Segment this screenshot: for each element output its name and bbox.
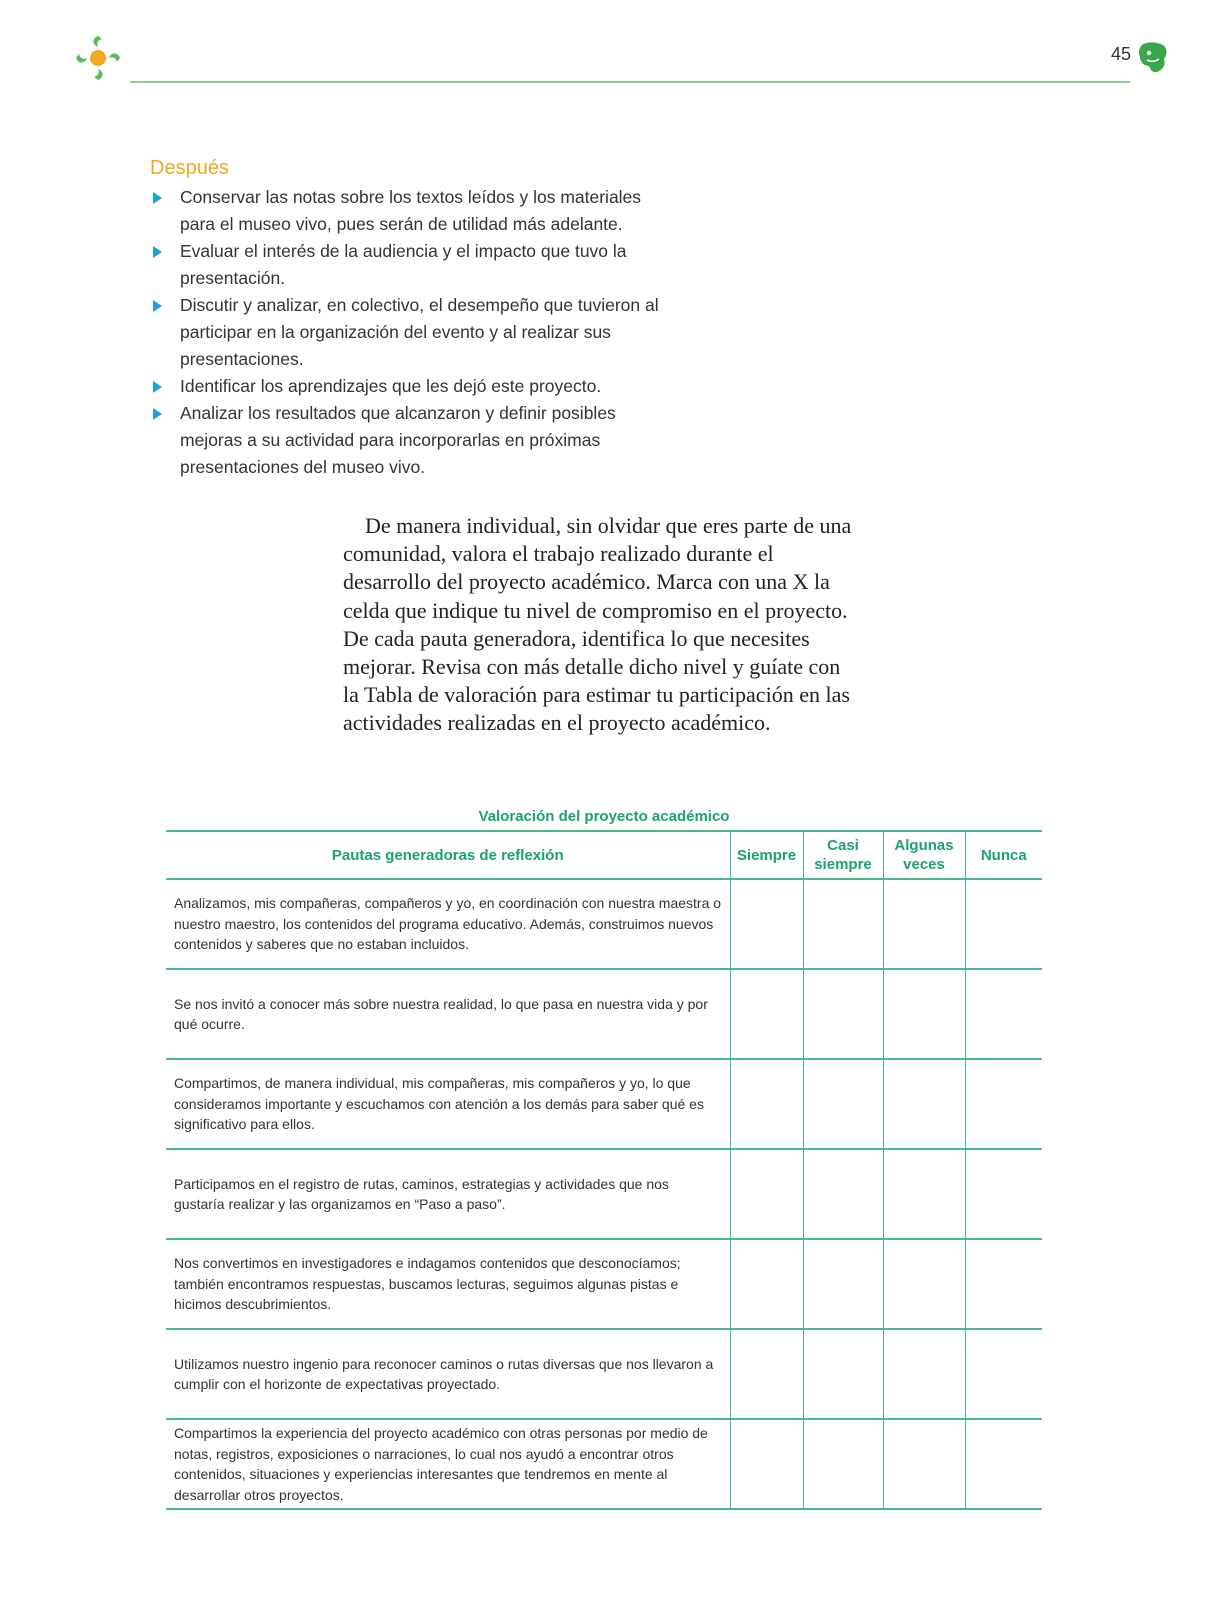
valoracion-table [166, 830, 1042, 1510]
cell-nunca[interactable] [965, 1149, 1042, 1239]
list-item: Evaluar el interés de la audiencia y el impacto que tuvo la presentación. [150, 238, 670, 292]
cell-siempre[interactable] [730, 1149, 803, 1239]
header-nunca: Nunca [965, 831, 1042, 879]
pauta-cell: Compartimos la experiencia del proyecto académico con otras personas por medio de notas, registros, exposiciones o narraciones, lo cual nos ayudó a encontrar otros contenidos, situaciones y experiencias interesantes que tendremos en mente al desarrollar otros proyectos. [166, 1419, 730, 1509]
cell-siempre[interactable] [730, 1329, 803, 1419]
table-row [166, 969, 1042, 1059]
table-row [166, 1329, 1042, 1419]
table-caption: Valoración del proyecto académico [478, 808, 730, 825]
table-row [166, 1239, 1042, 1329]
cell-algunas-veces[interactable] [883, 1419, 965, 1509]
pauta-cell: Se nos invitó a conocer más sobre nuestra realidad, lo que pasa en nuestra vida y por qué ocurre. [166, 969, 730, 1059]
table-header-row [166, 831, 1042, 879]
table-row [166, 1419, 1042, 1509]
cell-casi-siempre[interactable] [803, 1149, 883, 1239]
bullet-arrow-icon [153, 246, 162, 258]
cell-casi-siempre[interactable] [803, 1239, 883, 1329]
intro-paragraph: De manera individual, sin olvidar que eres parte de una comunidad, valora el trabajo realizado durante el desarrollo del proyecto académico. Marca con una X la celda que indique tu nivel de compromiso en el proyecto. De cada pauta generadora, identifica lo que necesites mejorar. Revisa con más detalle dicho nivel y guíate con la Tabla de valoración para estimar tu participación en las actividades realizadas en el proyecto académico. [343, 513, 852, 736]
despues-list [150, 184, 670, 481]
cell-nunca[interactable] [965, 1419, 1042, 1509]
cell-algunas-veces[interactable] [883, 1329, 965, 1419]
cell-casi-siempre[interactable] [803, 1419, 883, 1509]
cell-siempre[interactable] [730, 969, 803, 1059]
cell-algunas-veces[interactable] [883, 1059, 965, 1149]
bullet-arrow-icon [153, 381, 162, 393]
cell-algunas-veces[interactable] [883, 1239, 965, 1329]
header-casi-siempre: Casi siempre [803, 831, 883, 879]
pauta-cell: Nos convertimos en investigadores e indagamos contenidos que desconocíamos; también encontramos respuestas, buscamos lecturas, seguimos algunas pistas e hicimos descubrimientos. [166, 1239, 730, 1329]
header-pautas: Pautas generadoras de reflexión [166, 831, 730, 879]
cell-casi-siempre[interactable] [803, 879, 883, 969]
cell-nunca[interactable] [965, 1329, 1042, 1419]
cell-algunas-veces[interactable] [883, 969, 965, 1059]
green-emblem-icon [1137, 40, 1169, 74]
cell-algunas-veces[interactable] [883, 1149, 965, 1239]
table-row [166, 1059, 1042, 1149]
cell-siempre[interactable] [730, 1059, 803, 1149]
section-title-despues: Después [150, 157, 229, 179]
list-item: Discutir y analizar, en colectivo, el desempeño que tuvieron al participar en la organización del evento y al realizar sus presentaciones. [150, 292, 670, 373]
flower-logo-icon [72, 32, 124, 84]
cell-nunca[interactable] [965, 1059, 1042, 1149]
cell-nunca[interactable] [965, 1239, 1042, 1329]
cell-casi-siempre[interactable] [803, 1329, 883, 1419]
header-algunas-veces: Algunas veces [883, 831, 965, 879]
bullet-arrow-icon [153, 192, 162, 204]
cell-nunca[interactable] [965, 969, 1042, 1059]
cell-casi-siempre[interactable] [803, 1059, 883, 1149]
cell-siempre[interactable] [730, 1239, 803, 1329]
list-item: Identificar los aprendizajes que les dejó este proyecto. [150, 373, 670, 400]
list-item: Conservar las notas sobre los textos leídos y los materiales para el museo vivo, pues serán de utilidad más adelante. [150, 184, 670, 238]
table-row [166, 1149, 1042, 1239]
header-siempre: Siempre [730, 831, 803, 879]
cell-siempre[interactable] [730, 879, 803, 969]
header-rule [130, 81, 1130, 83]
table-row [166, 879, 1042, 969]
cell-nunca[interactable] [965, 879, 1042, 969]
bullet-arrow-icon [153, 300, 162, 312]
list-item: Analizar los resultados que alcanzaron y definir posibles mejoras a su actividad para incorporarlas en próximas presentaciones del museo vivo. [150, 400, 670, 481]
pauta-cell: Compartimos, de manera individual, mis compañeras, mis compañeros y yo, lo que consideramos importante y escuchamos con atención a los demás para saber qué es significativo para ellos. [166, 1059, 730, 1149]
page-number: 45 [1111, 44, 1132, 64]
pauta-cell: Analizamos, mis compañeras, compañeros y yo, en coordinación con nuestra maestra o nuestro maestro, los contenidos del programa educativo. Además, construimos nuevos contenidos y saberes que no estaban incluidos. [166, 879, 730, 969]
bullet-arrow-icon [153, 408, 162, 420]
cell-siempre[interactable] [730, 1419, 803, 1509]
pauta-cell: Participamos en el registro de rutas, caminos, estrategias y actividades que nos gustaría realizar y las organizamos en “Paso a paso”. [166, 1149, 730, 1239]
cell-casi-siempre[interactable] [803, 969, 883, 1059]
pauta-cell: Utilizamos nuestro ingenio para reconocer caminos o rutas diversas que nos llevaron a cumplir con el horizonte de expectativas proyectado. [166, 1329, 730, 1419]
cell-algunas-veces[interactable] [883, 879, 965, 969]
